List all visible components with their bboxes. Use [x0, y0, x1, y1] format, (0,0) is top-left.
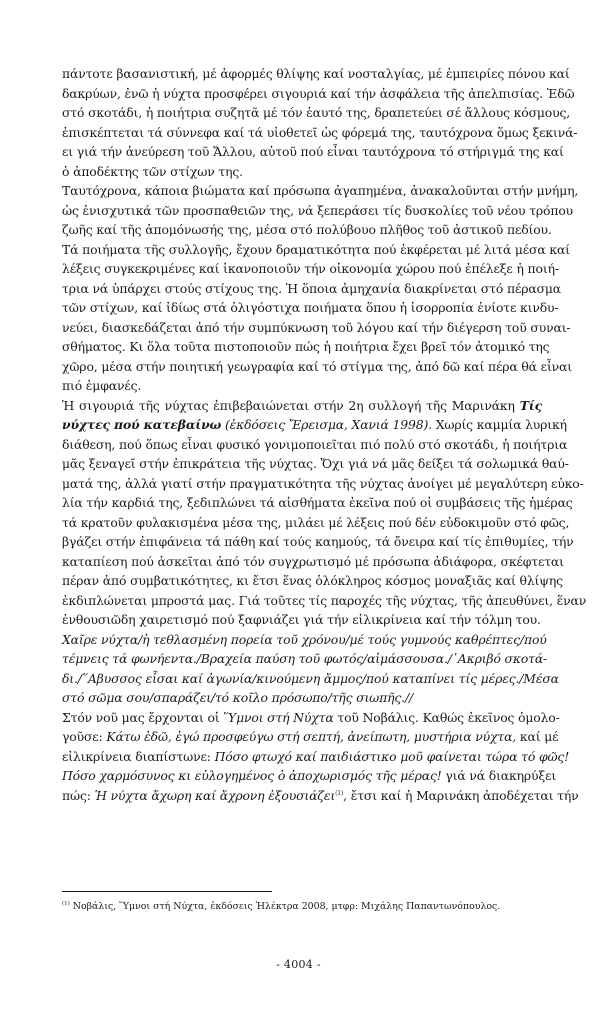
paragraph-text: γιά νά διακηρύξει [441, 768, 557, 783]
paragraph-text: τρια νά ὑπάρχει στούς στίχους της. Ἡ ὅποια ἀμηχανία διακρίνεται στό πέρασμα [62, 280, 561, 296]
book-title: νύχτες πού κατεβαίνω [62, 417, 222, 432]
text-line [62, 688, 542, 708]
text-line [62, 532, 574, 552]
paragraph-text: , ἔτσι καί ἡ Μαρινάκη ἀποδέχεται τήν [343, 787, 579, 803]
text-line [62, 766, 557, 786]
paragraph-text: Ταυτόχρονα, κάποια βιώματα καί πρόσωπα ἀγαπημένα, ἀνακαλοῦνται στήν μνήμη, [62, 183, 579, 198]
paragraph-text: πώς: [62, 787, 95, 803]
footnote-marker: (1) [62, 900, 70, 907]
paragraph-text: νεύει, διασκεδάζεται ἀπό τήν συμπύκνωση τοῦ λόγου καί τήν διέγερση τοῦ συναι- [62, 319, 571, 335]
text-line [62, 318, 571, 338]
paragraph-text: τῶν στίχων, καί ἰδίως στά ὀλιγόστιχα ποιήματα ὅπου ἡ ἰσορροπία ἐνίοτε κινδυ- [62, 300, 559, 315]
text-line [62, 474, 584, 494]
italic-text: Ὕμνοι στή Νύχτα [223, 709, 334, 725]
paragraph-text: λέξεις συγκεκριμένες καί ἱκανοποιοῦν τήν οἰκονομία χώρου πού ἐπέλεξε ἡ ποιή- [62, 261, 559, 276]
paragraph-text: καί μέ [516, 729, 559, 744]
paragraph-text: λία τήν καρδιά της, ξεδιπλώνει τά αἰσθήματα ἐκεῖνα πού οἱ συμβάσεις τῆς ἡμέρας [62, 495, 573, 510]
text-line [62, 376, 542, 396]
text-line [62, 649, 548, 669]
quoted-verse: τέμνεις τά φωνήεντα./Βραχεία παύση τοῦ φωτός/αἱμάσσουσα./᾿Ακριβό σκοτά- [62, 651, 548, 666]
paragraph-text: πέραν ἀπό συμβατικότητες, κι ἔτσι ἕνας ὁλόκληρος κόσμος μοναξιᾶς καί θλίψης [62, 573, 563, 588]
book-title: Τίς [519, 397, 542, 413]
paragraph-text: πιό ἐμφανές. [62, 378, 142, 393]
paragraph-text: Τά ποιήματα τῆς συλλογῆς, ἔχουν δραματικότητα πού ἐκφέρεται μέ λιτά μέσα καί [62, 241, 570, 257]
text-line [62, 181, 579, 201]
quoted-verse: στό σῶμα σου/σπαράζει/τό κοῖλο πρόσωπο/τῆς σιωπῆς.// [62, 690, 414, 705]
paragraph-text: ὁ ἀποδέκτης τῶν στίχων της. [62, 163, 243, 179]
text-line [62, 201, 574, 221]
paragraph-text: μᾶς ξεναγεῖ στήν ἐπικράτεια τῆς νύχτας. Ὄχι γιά νά μᾶς δείξει τά σολωμικά θαύ- [62, 456, 569, 471]
text-line [62, 162, 542, 182]
footnote-text: Νοβάλις, Ὕμνοι στή Νύχτα, ἐκδόσεις Ἠλέκτρα 2008, μτφρ: Μιχάλης Παπαντωνόπουλος. [69, 901, 501, 912]
text-line [62, 493, 573, 513]
paragraph-text: ἐνθουσιῶδη χαιρετισμό πού ξαφνιάζει γιά τήν εἰλικρίνεια καί τήν τόλμη του. [62, 612, 541, 627]
text-line [62, 454, 569, 474]
paragraph-text: σθήματος. Κι ὅλα τοῦτα πιστοποιοῦν πώς ἡ ποιήτρια ἔχει βρεῖ τόν ἀτομικό της [62, 339, 550, 354]
text-line [62, 630, 547, 650]
body-text [62, 64, 587, 805]
paragraph-text: ει γιά τήν ἀνεύρεση τοῦ Ἄλλου, αὐτοῦ πού εἶναι ταυτόχρονα τό στήριγμά της καί [62, 144, 564, 159]
text-line [62, 298, 559, 318]
paragraph-text: χῶρο, μέσα στήν ποιητική γεωγραφία καί τό στίγμα της, ἀπό δῶ καί πέρα θά εἶναι [62, 358, 572, 374]
paragraph-text: Στόν νοῦ μας ἔρχονται οἱ [62, 709, 224, 725]
italic-text: Πόσο χαρμόσυνος κι εὐλογημένος ὁ ἀποχωρισμός τῆς μέρας! [62, 768, 442, 783]
paragraph-text: ματά της, ἀλλά γιατί στήν πραγματικότητα τῆς νύχτας ἀνοίγει μέ μεγαλύτερη εὐκο- [62, 475, 584, 491]
paragraph-text: διάθεση, πού ὅπως εἶναι φυσικό γονιμοποιεῖται πιό πολύ στό σκοτάδι, ἡ ποιήτρια [62, 436, 568, 452]
paragraph-text: πάντοτε βασανιστική, μέ ἀφορμές θλίψης καί νοσταλγίας, μέ ἐμπειρίες πόνου καί [62, 66, 570, 81]
text-line [62, 103, 571, 123]
paragraph-text: ὡς ἐνισχυτικά τῶν προσπαθειῶν της, νά ξεπεράσει τίς δυσκολίες τοῦ νέου τρόπου [62, 202, 574, 218]
paragraph-text: Χωρίς καμμία λυρική [431, 417, 567, 432]
text-line [62, 669, 559, 689]
paragraph-text: στό σκοτάδι, ἡ ποιήτρια συζητᾶ μέ τόν ἑαυτό της, δραπετεύει σέ ἄλλους κόσμους, [62, 105, 571, 120]
text-line [62, 337, 550, 357]
quoted-verse: δι./῞Αβυσσος εἶσαι καί ἀγωνία/κινούμενη ἄμμος/πού καταπίνει τίς μέρες./Μέσα [62, 670, 559, 686]
paragraph-text: Ἡ σιγουριά τῆς νύχτας ἐπιβεβαιώνεται στήν 2η συλλογή τῆς Μαρινάκη [62, 397, 520, 413]
text-line [62, 84, 575, 104]
footnote-reference: (1) [335, 789, 344, 797]
paragraph-text: τά κρατοῦν φυλακισμένα μέσα της, μιλάει μέ λέξεις πού δέν εὐδοκιμοῦν στό φῶς, [62, 514, 570, 530]
text-line [62, 591, 587, 611]
text-line [62, 64, 570, 84]
text-line [62, 415, 567, 435]
text-line [62, 727, 559, 747]
text-line [62, 279, 561, 299]
text-line [62, 513, 570, 533]
text-line [62, 786, 579, 806]
text-line [62, 396, 542, 416]
quoted-verse: Χαῖρε νύχτα/ἡ τεθλασμένη πορεία τοῦ χρόνου/μέ τούς γυμνούς καθρέπτες/πού [62, 631, 547, 647]
paragraph-text: τοῦ Νοβάλις. Καθώς ἐκεῖνος ὁμολο- [333, 709, 560, 725]
italic-text: Ἡ νύχτα ἄχωρη καί ἄχρονη ἐξουσιάζει [94, 787, 336, 803]
italic-text: Κάτω ἐδῶ, ἐγώ προσφεύγω στή σεπτή, ἀνείπωτη, μυστήρια νύχτα, [106, 729, 517, 744]
italic-text: (ἐκδόσεις Ἔρεισμα, Χανιά 1998). [224, 417, 432, 432]
paragraph-text: εἰλικρίνεια διαπίστωνε: [62, 748, 215, 764]
text-line [62, 259, 559, 279]
text-line [62, 708, 560, 728]
paragraph-text: καταπίεση πού ἀσκεῖται ἀπό τόν συγχρωτισμό μέ πρόσωπα ἀδιάφορα, σκέφτεται [62, 553, 564, 569]
paragraph-text: ζωῆς καί τῆς ἀπομόνωσής της, μέσα στό πολύβουο πλῆθος τοῦ ἀστικοῦ πεδίου. [62, 222, 552, 237]
text-line [62, 240, 570, 260]
paragraph-text: γοῦσε: [62, 729, 107, 744]
text-line [62, 220, 552, 240]
paragraph-text: ἐκδιπλώνεται μπροστά μας. Γιά τοῦτες τίς παροχές τῆς νύχτας, τῆς ἀπευθύνει, ἕναν [62, 592, 587, 608]
footnote-divider [62, 891, 272, 892]
paragraph-text: βγάζει στήν ἐπιφάνεια τά πάθη καί τούς καημούς, τά ὄνειρα καί τίς ἐπιθυμίες, τήν [62, 534, 574, 549]
text-line [62, 435, 568, 455]
footnote [62, 900, 542, 914]
text-line [62, 610, 542, 630]
text-line [62, 747, 570, 767]
text-line [62, 123, 578, 143]
text-line [62, 552, 564, 572]
text-line [62, 142, 564, 162]
text-line [62, 571, 563, 591]
text-line [62, 357, 572, 377]
paragraph-text: δακρύων, ἐνῶ ἡ νύχτα προσφέρει σιγουριά καί τήν ἀσφάλεια τῆς ἀπελπισίας. Ἐδῶ [62, 85, 575, 101]
page-number: - 4004 - [276, 958, 321, 971]
paragraph-text: ἐπισκέπτεται τά σύννεφα καί τά υἱοθετεῖ ὡς φόρεμά της, ταυτόχρονα ὅμως ξεκινά- [62, 124, 578, 140]
italic-text: Πόσο φτωχό καί παιδιάστικο μοῦ φαίνεται τώρα τό φῶς! [214, 748, 570, 764]
